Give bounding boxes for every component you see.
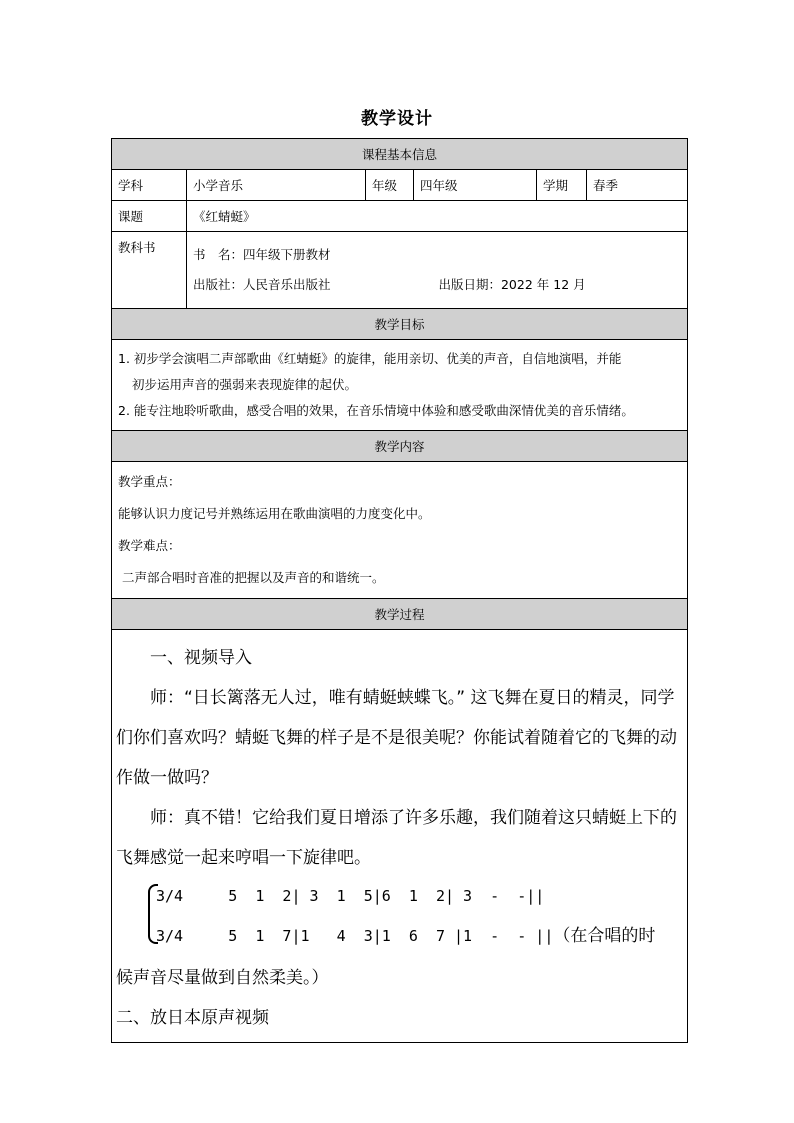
lesson-label: 课题	[112, 201, 187, 232]
score-note-text: （在合唱的时	[553, 926, 656, 946]
subject-value: 小学音乐	[187, 170, 366, 201]
subject-label: 学科	[112, 170, 187, 201]
process-body	[112, 630, 688, 1043]
key-point-text: 能够认识力度记号并熟练运用在歌曲演唱的力度变化中。	[118, 506, 431, 521]
textbook-label: 教科书	[112, 232, 187, 309]
term-label: 学期	[537, 170, 587, 201]
step-2-heading: 二、放日本原声视频	[116, 1008, 269, 1028]
publish-date: 出版日期：2022 年 12 月	[438, 277, 586, 292]
document-title: 教学设计	[361, 109, 433, 129]
section-header-content: 教学内容	[112, 431, 688, 462]
publisher: 出版社：人民音乐出版社	[193, 277, 331, 292]
section-header-objectives: 教学目标	[112, 309, 688, 340]
music-score	[116, 878, 683, 958]
objective-1b: 初步运用声音的强弱来表现旋律的起伏。	[132, 377, 358, 392]
difficulty-text: 二声部合唱时音准的把握以及声音的和谐统一。	[118, 570, 385, 585]
section-header-process: 教学过程	[112, 599, 688, 630]
book-name: 书 名：四年级下册教材	[193, 247, 331, 262]
objectives-body	[112, 340, 688, 431]
lesson-value: 《红蜻蜓》	[187, 201, 688, 232]
objective-2: 2. 能专注地聆听歌曲，感受合唱的效果，在音乐情境中体验和感受歌曲深情优美的音乐情绪。	[118, 403, 634, 418]
objective-1a: 1. 初步学会演唱二声部歌曲《红蜻蜓》的旋律，能用亲切、优美的声音，自信地演唱，并能	[118, 351, 622, 366]
difficulty-label: 教学难点：	[118, 538, 181, 553]
lesson-plan-table	[111, 138, 688, 1043]
content-body	[112, 462, 688, 599]
paragraph-2: 师：真不错！它给我们夏日增添了许多乐趣，我们随着这只蜻蜓上下的飞舞感觉一起来哼唱一下旋律吧。	[116, 808, 677, 868]
score-line-1: 3/4 5 1 2| 3 1 5|6 1 2| 3 - -||	[156, 887, 545, 905]
paragraph-1: 师：“日长篱落无人过，唯有蜻蜓蛱蝶飞。” 这飞舞在夏日的精灵，同学们你们喜欢吗？蜻蜓飞舞的样子是不是很美呢？你能试着随着它的飞舞的动作做一做吗？	[116, 688, 677, 788]
score-line-2-notes: 3/4 5 1 7|1 4 3|1 6 7 |1 - - ||	[156, 927, 554, 945]
textbook-info	[187, 232, 688, 309]
term-value: 春季	[587, 170, 688, 201]
grade-value: 四年级	[414, 170, 537, 201]
score-line-2	[156, 926, 655, 946]
section-header-basic-info: 课程基本信息	[112, 139, 688, 170]
grade-label: 年级	[366, 170, 414, 201]
publisher-line	[193, 270, 681, 300]
key-point-label: 教学重点：	[118, 474, 181, 489]
step-1-heading: 一、视频导入	[150, 648, 252, 668]
paragraph-3: 候声音尽量做到自然柔美。）	[116, 968, 329, 988]
